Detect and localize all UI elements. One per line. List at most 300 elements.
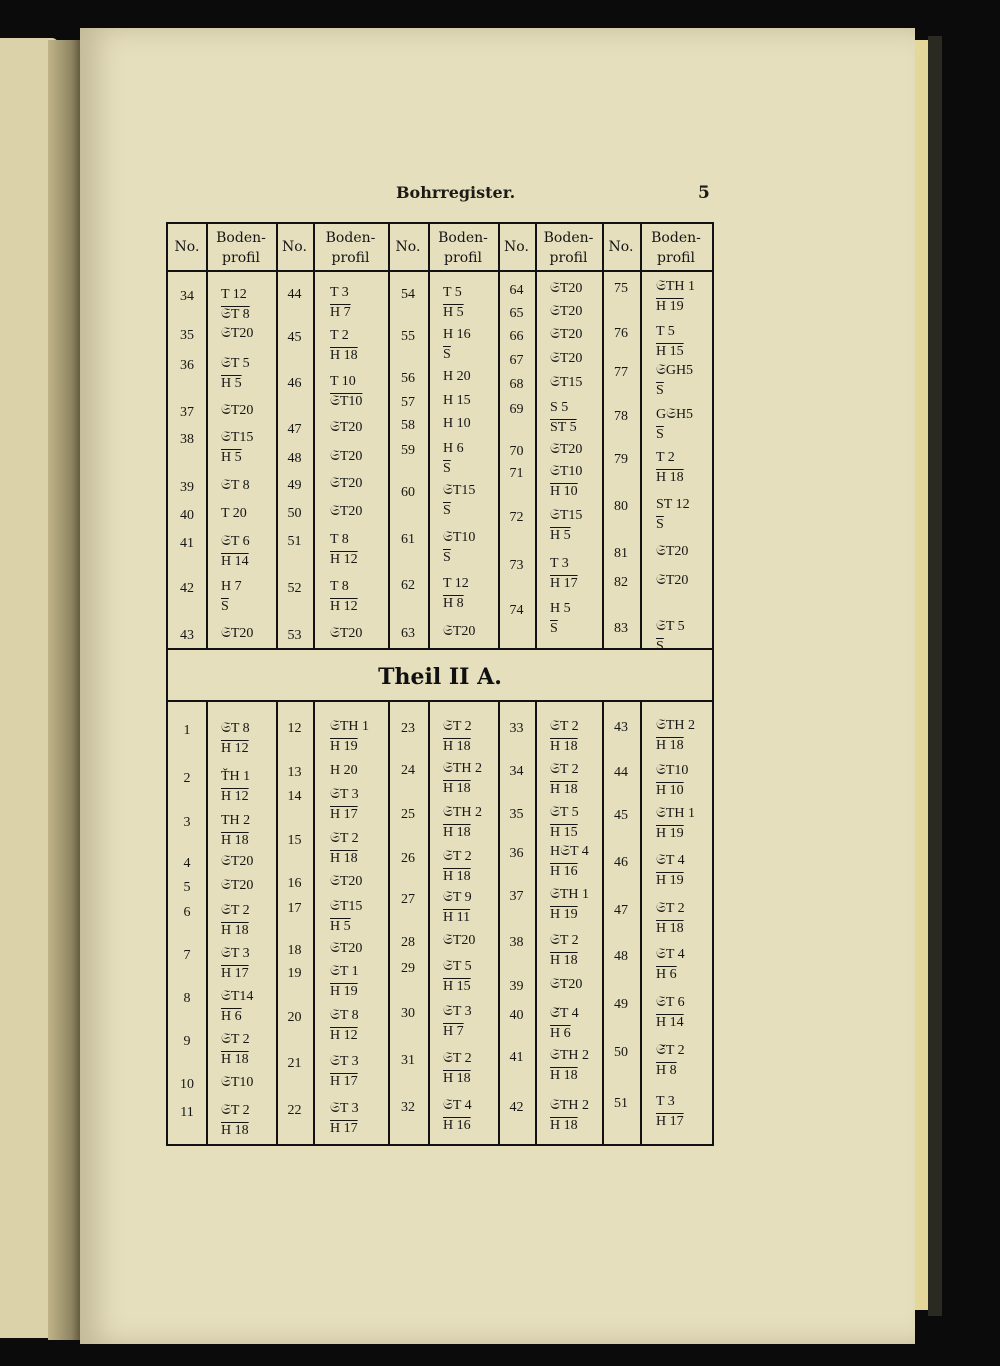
profile-formula: 𝔖TH 2 — [443, 761, 482, 776]
row-number: 63 — [401, 626, 415, 641]
profile-formula: 𝔖̌T 2 — [656, 1043, 685, 1058]
row-number: 35 — [180, 328, 194, 343]
profile-formula-lower: $\overline{S}$ — [443, 503, 451, 518]
row-number: 40 — [509, 1008, 524, 1023]
row-number: 22 — [287, 1103, 302, 1118]
profile-formula: T 8 — [330, 532, 349, 547]
profile-formula: H 10 — [443, 416, 471, 431]
profile-formula: 𝔖T 8 — [221, 721, 250, 736]
profile-formula-lower: H 18 — [656, 470, 684, 485]
header-bodenprofil-line2: profil — [549, 250, 588, 266]
profile-formula: 𝔖T20 — [330, 449, 363, 464]
row-number: 72 — [509, 510, 524, 525]
profile-formula: 𝔖T20 — [550, 442, 583, 457]
header-no: No. — [504, 239, 529, 255]
profile-formula: 𝔖T20 — [550, 977, 583, 992]
header-bodenprofil-line2: profil — [657, 250, 695, 266]
row-number: 37 — [509, 889, 524, 904]
profile-formula-lower: $\overline{S}$ — [656, 639, 664, 654]
profile-formula-lower: $\overline{S}$ — [656, 383, 664, 398]
profile-formula-lower: H 18 — [550, 1118, 578, 1133]
profile-formula-lower: H 17 — [221, 966, 249, 981]
profile-formula: 𝔖T 4 — [443, 1098, 472, 1113]
profile-formula: 𝔖T10 — [443, 530, 476, 545]
row-number: 50 — [614, 1045, 628, 1060]
profile-formula-lower: H 17 — [550, 576, 578, 591]
profile-formula: 𝔖T10 — [550, 464, 583, 479]
profile-formula: 𝔖T 5 — [443, 959, 472, 974]
profile-formula: 𝔖T10 — [221, 1075, 254, 1090]
profile-formula: 𝔖T 5 — [550, 805, 579, 820]
profile-formula: T 3 — [330, 285, 349, 300]
profile-formula-lower: H 8 — [656, 1063, 677, 1078]
profile-formula: 𝔖T20 — [550, 351, 583, 366]
profile-formula-lower: H 18 — [656, 921, 684, 936]
row-number: 25 — [401, 807, 415, 822]
profile-formula: T 3 — [550, 556, 569, 571]
profile-formula-lower: ST 5 — [550, 420, 577, 435]
profile-formula: 𝔖T20 — [221, 626, 254, 641]
row-number: 38 — [509, 935, 524, 950]
profile-formula: 𝔖T20 — [330, 476, 363, 491]
row-number: 28 — [401, 935, 415, 950]
page-number: 5 — [698, 183, 710, 203]
row-number: 53 — [287, 628, 302, 643]
profile-formula: T 12 — [443, 576, 469, 591]
row-number: 77 — [614, 365, 628, 380]
profile-formula: 𝔖T 2 — [550, 719, 579, 734]
row-number: 74 — [509, 603, 524, 618]
row-number: 13 — [287, 765, 302, 780]
row-number: 31 — [401, 1053, 415, 1068]
column-rule — [206, 224, 208, 648]
profile-formula-lower: $\overline{S}$ — [443, 347, 451, 362]
row-number: 19 — [287, 966, 302, 981]
row-number: 43 — [180, 628, 194, 643]
profile-formula-lower: H 18 — [221, 1123, 249, 1138]
row-number: 71 — [509, 466, 524, 481]
running-title: Bohrregister. — [396, 183, 516, 202]
column-rule — [428, 224, 430, 648]
row-number: 46 — [614, 855, 628, 870]
row-number: 67 — [509, 353, 524, 368]
row-number: 27 — [401, 892, 415, 907]
profile-formula: T 8 — [330, 579, 349, 594]
column-rule — [640, 700, 642, 1144]
profile-formula-lower: H 17 — [330, 1074, 358, 1089]
row-number: 75 — [614, 281, 628, 296]
profile-formula: 𝔖T20 — [221, 403, 254, 418]
profile-formula: 𝔖T 3 — [330, 787, 359, 802]
profile-formula-lower: H 17 — [330, 807, 358, 822]
profile-formula: 𝔖TH 2 — [443, 805, 482, 820]
row-number: 41 — [509, 1050, 524, 1065]
profile-formula-lower: H 15 — [443, 979, 471, 994]
row-number: 60 — [401, 485, 415, 500]
profile-formula: 𝔖T 3 — [221, 946, 250, 961]
book-cover-edge — [928, 36, 942, 1316]
profile-formula-lower: $\overline{S}$ — [221, 599, 229, 614]
header-bodenprofil-line2: profil — [444, 250, 482, 266]
profile-formula: 𝔖TH 2 — [550, 1098, 589, 1113]
profile-formula: 𝔖T20 — [330, 626, 363, 641]
profile-formula-lower: H 16 — [443, 1118, 471, 1133]
row-number: 16 — [287, 876, 302, 891]
profile-formula: 𝔖T20 — [656, 573, 689, 588]
header-rule — [168, 270, 712, 272]
profile-formula: 𝔖T 2 — [443, 849, 472, 864]
section-rule — [168, 648, 712, 650]
profile-formula: 𝔖T 2 — [443, 1051, 472, 1066]
row-number: 44 — [614, 765, 628, 780]
row-number: 39 — [509, 979, 524, 994]
profile-formula: 𝔖T 3 — [443, 1004, 472, 1019]
row-number: 8 — [183, 991, 191, 1006]
profile-formula: T 20 — [221, 506, 247, 521]
profile-formula-lower: H 5 — [330, 919, 351, 934]
row-number: 47 — [614, 903, 628, 918]
profile-formula: 𝔖T 8 — [330, 1008, 359, 1023]
profile-formula-lower: H 5 — [443, 305, 464, 320]
profile-formula: 𝔖T14 — [221, 989, 254, 1004]
profile-formula-lower: H 6 — [656, 967, 677, 982]
profile-formula: 𝔖T20 — [221, 878, 254, 893]
profile-formula: H 16 — [443, 327, 471, 342]
profile-formula-lower: H 12 — [330, 1028, 358, 1043]
profile-formula-lower: H 8 — [443, 596, 464, 611]
profile-formula-lower: $\overline{S}$ — [656, 427, 664, 442]
profile-formula-lower: 𝔖T 8 — [221, 307, 250, 322]
row-number: 66 — [509, 329, 524, 344]
row-number: 80 — [614, 499, 628, 514]
row-number: 5 — [183, 880, 191, 895]
profile-formula: H𝔖T 4 — [550, 844, 589, 859]
profile-formula: 𝔖T15 — [330, 899, 363, 914]
profile-formula: 𝔖T20 — [550, 304, 583, 319]
profile-formula-lower: H 12 — [221, 741, 249, 756]
profile-formula-lower: H 18 — [550, 1068, 578, 1083]
row-number: 37 — [180, 405, 194, 420]
book-gutter — [48, 40, 82, 1340]
row-number: 40 — [180, 508, 194, 523]
profile-formula: 𝔖T 2 — [443, 719, 472, 734]
profile-formula-lower: H 18 — [550, 739, 578, 754]
profile-formula-lower: H 17 — [656, 1114, 684, 1129]
row-number: 29 — [401, 961, 415, 976]
profile-formula: 𝔖T20 — [330, 941, 363, 956]
profile-formula: G𝔖H5 — [656, 407, 694, 422]
header-bodenprofil — [206, 228, 276, 268]
row-number: 51 — [614, 1096, 628, 1111]
row-number: 58 — [401, 418, 415, 433]
profile-formula: T 10 — [330, 374, 356, 389]
column-rule — [428, 700, 430, 1144]
profile-formula: 𝔖T20 — [221, 326, 254, 341]
row-number: 61 — [401, 532, 415, 547]
row-number: 24 — [401, 763, 415, 778]
profile-formula: 𝔖T20 — [221, 854, 254, 869]
row-number: 2 — [183, 771, 191, 786]
row-number: 36 — [180, 358, 194, 373]
row-number: 30 — [401, 1006, 415, 1021]
row-number: 65 — [509, 306, 524, 321]
profile-formula: 𝔖TH 1 — [550, 887, 589, 902]
profile-formula: 𝔖TH 2 — [656, 718, 695, 733]
row-number: 62 — [401, 578, 415, 593]
row-number: 56 — [401, 371, 415, 386]
profile-formula-lower: H 17 — [330, 1121, 358, 1136]
header-no: No. — [282, 239, 307, 255]
bohrregister-table — [166, 222, 714, 1146]
profile-formula: 𝔖T20 — [330, 420, 363, 435]
profile-formula-lower: H 18 — [443, 825, 471, 840]
profile-formula-lower: H 7 — [330, 305, 351, 320]
profile-formula: 𝔖T 2 — [221, 1032, 250, 1047]
profile-formula-lower: $\overline{S}$ — [656, 517, 664, 532]
profile-formula-lower: H 18 — [550, 782, 578, 797]
profile-formula: 𝔖T20 — [443, 624, 476, 639]
profile-formula-lower: H 18 — [330, 851, 358, 866]
profile-formula-lower: H 5 — [550, 528, 571, 543]
row-number: 78 — [614, 409, 628, 424]
header-no: No. — [395, 239, 421, 255]
row-number: 12 — [287, 721, 302, 736]
row-number: 10 — [180, 1077, 194, 1092]
column-rule — [206, 700, 208, 1144]
profile-formula: T 3 — [656, 1094, 675, 1109]
profile-formula: ŤH 1 — [221, 769, 251, 784]
row-number: 70 — [509, 444, 524, 459]
row-number: 34 — [509, 764, 524, 779]
row-number: 42 — [180, 581, 194, 596]
profile-formula: H 5 — [550, 601, 571, 616]
header-bodenprofil-line1: Boden- — [216, 230, 266, 246]
profile-formula: T 2 — [656, 450, 675, 465]
profile-formula: 𝔖T 2 — [656, 901, 685, 916]
row-number: 42 — [509, 1100, 524, 1115]
profile-formula: 𝔖T 2 — [221, 903, 250, 918]
profile-formula: H 6 — [443, 441, 464, 456]
profile-formula: 𝔖T10 — [656, 763, 689, 778]
profile-formula: 𝔖GH5 — [656, 363, 694, 378]
header-bodenprofil-line1: Boden- — [325, 230, 376, 246]
profile-formula-lower: $\overline{S}$ — [550, 621, 558, 636]
header-bodenprofil-line2: profil — [331, 250, 370, 266]
row-number: 76 — [614, 326, 628, 341]
row-number: 52 — [287, 581, 302, 596]
row-number: 9 — [183, 1034, 191, 1049]
row-number: 3 — [183, 815, 191, 830]
profile-formula: 𝔖T20 — [656, 544, 689, 559]
row-number: 11 — [180, 1105, 194, 1120]
profile-formula-lower: H 7 — [443, 1024, 464, 1039]
header-no: No. — [608, 239, 634, 255]
profile-formula: S 5 — [550, 400, 569, 415]
row-number: 17 — [287, 901, 302, 916]
column-rule — [640, 224, 642, 648]
row-number: 79 — [614, 452, 628, 467]
row-number: 46 — [287, 376, 302, 391]
header-bodenprofil-line1: Boden- — [651, 230, 701, 246]
profile-formula: 𝔖TH 1 — [330, 719, 369, 734]
profile-formula-lower: H 18 — [221, 833, 249, 848]
row-number: 68 — [509, 377, 524, 392]
header-bodenprofil — [313, 228, 388, 268]
row-number: 4 — [183, 856, 191, 871]
profile-formula: 𝔖T 2 — [550, 762, 579, 777]
row-number: 15 — [287, 833, 302, 848]
row-number: 7 — [183, 948, 191, 963]
header-bodenprofil — [428, 228, 498, 268]
row-number: 14 — [287, 789, 302, 804]
profile-formula: ST 12 — [656, 497, 690, 512]
profile-formula: 𝔖T20 — [330, 504, 363, 519]
header-bodenprofil — [535, 228, 602, 268]
profile-formula: H 15 — [443, 393, 471, 408]
row-number: 49 — [614, 997, 628, 1012]
row-number: 49 — [287, 478, 302, 493]
row-number: 48 — [614, 949, 628, 964]
row-number: 55 — [401, 329, 415, 344]
profile-formula: 𝔖T15 — [221, 430, 254, 445]
profile-formula-lower: H 16 — [550, 864, 578, 879]
profile-formula-lower: H 19 — [550, 907, 578, 922]
profile-formula: 𝔖T 5 — [656, 619, 685, 634]
row-number: 54 — [401, 287, 415, 302]
profile-formula-lower: $\overline{S}$ — [443, 461, 451, 476]
row-number: 48 — [287, 451, 302, 466]
profile-formula-lower: H 18 — [330, 348, 358, 363]
profile-formula: 𝔖TH 1 — [656, 279, 695, 294]
section-rule — [168, 700, 712, 702]
profile-formula: 𝔖T 2 — [330, 831, 359, 846]
profile-formula-lower: H 10 — [550, 484, 578, 499]
header-bodenprofil-line1: Boden- — [543, 230, 594, 246]
profile-formula: 𝔖T 3 — [330, 1054, 359, 1069]
profile-formula: 𝔖TH 1 — [656, 806, 695, 821]
profile-formula: 𝔖TH 2 — [550, 1048, 589, 1063]
profile-formula-lower: H 14 — [221, 554, 249, 569]
profile-formula: 𝔖T20 — [443, 933, 476, 948]
profile-formula-lower: H 5 — [221, 376, 242, 391]
profile-formula-lower: H 14 — [656, 1015, 684, 1030]
profile-formula: 𝔖T20 — [330, 874, 363, 889]
profile-formula-lower: H 19 — [656, 299, 684, 314]
profile-formula: 𝔖T15 — [550, 375, 583, 390]
row-number: 83 — [614, 621, 628, 636]
row-number: 20 — [287, 1010, 302, 1025]
row-number: 81 — [614, 546, 628, 561]
profile-formula-lower: H 18 — [443, 1071, 471, 1086]
header-bodenprofil — [640, 228, 712, 268]
profile-formula-lower: H 18 — [221, 923, 249, 938]
profile-formula-lower: 𝔖T10 — [330, 394, 363, 409]
row-number: 45 — [287, 330, 302, 345]
profile-formula: 𝔖T 1 — [330, 964, 359, 979]
row-number: 36 — [509, 846, 524, 861]
profile-formula-lower: H 18 — [443, 781, 471, 796]
profile-formula-lower: H 18 — [443, 869, 471, 884]
profile-formula-lower: H 18 — [443, 739, 471, 754]
profile-formula-lower: H 12 — [221, 789, 249, 804]
row-number: 38 — [180, 432, 194, 447]
row-number: 35 — [509, 807, 524, 822]
row-number: 59 — [401, 443, 415, 458]
profile-formula: H 7 — [221, 579, 242, 594]
profile-formula: TH 2 — [221, 813, 251, 828]
row-number: 23 — [401, 721, 415, 736]
header-bodenprofil-line2: profil — [222, 250, 260, 266]
profile-formula: 𝔖T20 — [550, 327, 583, 342]
header-bodenprofil-line1: Boden- — [438, 230, 488, 246]
row-number: 21 — [287, 1056, 302, 1071]
row-number: 73 — [509, 558, 524, 573]
row-number: 69 — [509, 402, 524, 417]
profile-formula: 𝔖T15 — [443, 483, 476, 498]
row-number: 50 — [287, 506, 302, 521]
profile-formula-lower: H 15 — [550, 825, 578, 840]
row-number: 33 — [509, 721, 524, 736]
profile-formula-lower: H 10 — [656, 783, 684, 798]
profile-formula-lower: H 18 — [550, 953, 578, 968]
section-title: Theil II A. — [378, 664, 502, 690]
row-number: 41 — [180, 536, 194, 551]
row-number: 44 — [287, 287, 302, 302]
profile-formula: 𝔖T 8 — [221, 478, 250, 493]
row-number: 57 — [401, 395, 415, 410]
row-number: 43 — [614, 720, 628, 735]
row-number: 26 — [401, 851, 415, 866]
row-number: 51 — [287, 534, 302, 549]
row-number: 64 — [509, 283, 524, 298]
profile-formula: H 20 — [330, 763, 358, 778]
header-no: No. — [174, 239, 200, 255]
profile-formula: T 2 — [330, 328, 349, 343]
row-number: 39 — [180, 480, 194, 495]
profile-formula-lower: H 19 — [656, 873, 684, 888]
profile-formula-lower: H 5 — [221, 450, 242, 465]
profile-formula: 𝔖T 4 — [656, 853, 685, 868]
profile-formula: 𝔖T 4 — [656, 947, 685, 962]
profile-formula: H 20 — [443, 369, 471, 384]
profile-formula: T 5 — [656, 324, 675, 339]
profile-formula-lower: H 11 — [443, 910, 471, 925]
profile-formula: 𝔖T15 — [550, 508, 583, 523]
row-number: 6 — [183, 905, 191, 920]
row-number: 18 — [287, 943, 302, 958]
profile-formula: 𝔖T20 — [550, 281, 583, 296]
profile-formula-lower: H 6 — [550, 1026, 571, 1041]
profile-formula-lower: H 19 — [656, 826, 684, 841]
profile-formula-lower: H 18 — [221, 1052, 249, 1067]
profile-formula-lower: H 12 — [330, 599, 358, 614]
profile-formula: 𝔖̌T 4 — [550, 1006, 579, 1021]
row-number: 1 — [183, 723, 191, 738]
row-number: 45 — [614, 808, 628, 823]
row-number: 32 — [401, 1100, 415, 1115]
profile-formula: 𝔖T 6 — [656, 995, 685, 1010]
row-number: 34 — [180, 289, 194, 304]
row-number: 47 — [287, 422, 302, 437]
profile-formula: 𝔖T 6 — [221, 534, 250, 549]
profile-formula: T 5 — [443, 285, 462, 300]
profile-formula: T 12 — [221, 287, 247, 302]
profile-formula: 𝔖T 2 — [550, 933, 579, 948]
profile-formula-lower: H 15 — [656, 344, 684, 359]
profile-formula: 𝔖T 9 — [443, 890, 472, 905]
profile-formula-lower: H 18 — [656, 738, 684, 753]
profile-formula: 𝔖T 3 — [330, 1101, 359, 1116]
